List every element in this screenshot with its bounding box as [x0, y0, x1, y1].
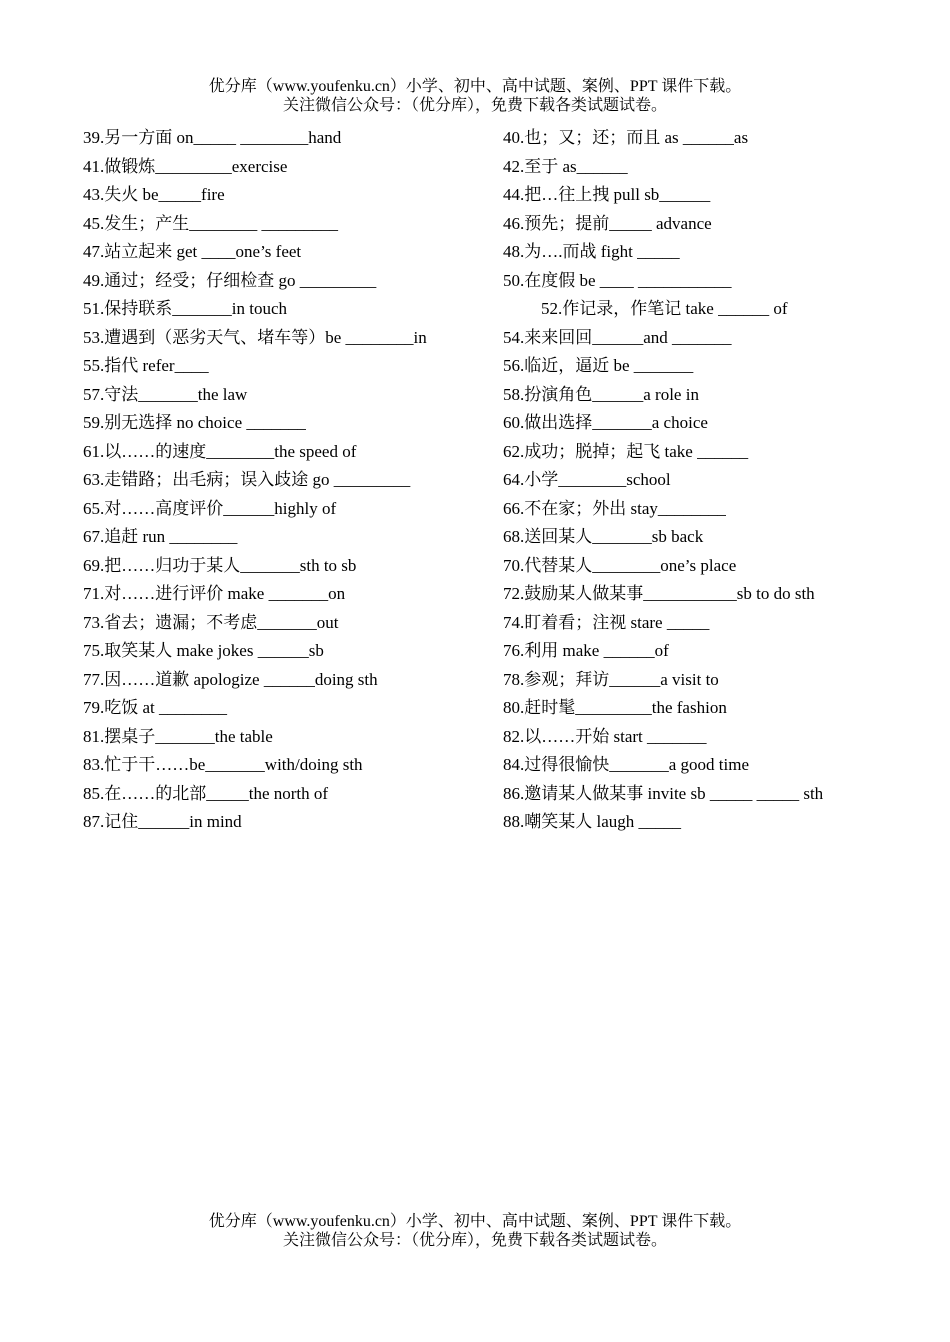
exercise-item: 54.来来回回______and _______	[503, 327, 732, 347]
exercise-item: 76.利用 make ______of	[503, 641, 669, 660]
header-line-1: 优分库（www.youfenku.cn）小学、初中、高中试题、案例、PPT 课件下载。	[208, 78, 742, 95]
footer-line-1: 优分库（www.youfenku.cn）小学、初中、高中试题、案例、PPT 课件下载。	[208, 1213, 742, 1230]
exercise-item: 77.因……道歉 apologize ______doing sth	[83, 669, 378, 689]
exercise-item: 73.省去；遗漏；不考虑_______out	[83, 612, 339, 632]
exercise-item: 39.另一方面 on_____ ________hand	[83, 128, 342, 147]
exercise-item: 59.别无选择 no choice _______	[83, 413, 306, 432]
exercise-item: 47.站立起来 get ____one’s feet	[83, 242, 302, 261]
exercise-item: 81.摆桌子_______the table	[83, 726, 273, 746]
exercise-item: 75.取笑某人 make jokes ______sb	[83, 641, 324, 660]
header-line-2: 关注微信公众号：（优分库），免费下载各类试题试卷。	[282, 97, 667, 114]
exercise-item: 57.守法_______the law	[83, 384, 248, 404]
exercise-item: 63.走错路；出毛病；误入歧途 go _________	[83, 470, 411, 489]
page-header	[0, 77, 950, 115]
exercise-item: 64.小学________school	[503, 470, 671, 489]
exercise-item: 60.做出选择_______a choice	[503, 413, 708, 432]
exercise-item: 67.追赶 run ________	[83, 527, 238, 546]
exercise-item: 62.成功；脱掉；起飞 take ______	[503, 441, 749, 461]
exercise-item: 80.赶时髦_________the fashion	[503, 698, 727, 717]
exercise-list	[83, 124, 883, 837]
exercise-item: 85.在……的北部_____the north of	[83, 783, 329, 803]
exercise-item: 72.鼓励某人做某事___________sb to do sth	[503, 584, 815, 603]
exercise-item: 83.忙于干……be_______with/doing sth	[83, 755, 363, 774]
exercise-item: 53.遭遇到（恶劣天气、堵车等）be ________in	[83, 327, 427, 347]
exercise-item: 40.也；又；还；而且 as ______as	[503, 128, 749, 147]
exercise-item: 42.至于 as______	[503, 156, 628, 176]
exercise-item: 68.送回某人_______sb back	[503, 527, 704, 546]
exercise-item: 46.预先；提前_____ advance	[503, 213, 712, 233]
exercise-item: 45.发生；产生________ _________	[83, 213, 338, 233]
exercise-item: 61.以……的速度________the speed of	[83, 441, 357, 461]
page-footer	[0, 1212, 950, 1250]
exercise-item: 65.对……高度评价______highly of	[83, 498, 337, 518]
exercise-item: 88.嘲笑某人 laugh _____	[503, 812, 682, 831]
exercise-item: 48.为….而战 fight _____	[503, 242, 680, 261]
exercise-item: 55.指代 refer____	[83, 356, 209, 375]
exercise-item: 56.临近，逼近 be _______	[503, 356, 694, 375]
exercise-item: 41.做锻炼_________exercise	[83, 156, 288, 176]
exercise-item: 84.过得很愉快_______a good time	[503, 755, 750, 774]
exercise-item: 52.作记录，作笔记 take ______ of	[541, 299, 788, 318]
exercise-item: 87.记住______in mind	[83, 812, 242, 831]
exercise-item: 58.扮演角色______a role in	[503, 384, 699, 404]
exercise-item: 82.以……开始 start _______	[503, 726, 707, 746]
exercise-item: 70.代替某人________one’s place	[503, 555, 737, 575]
exercise-item: 69.把……归功于某人_______sth to sb	[83, 555, 357, 575]
exercise-item: 79.吃饭 at ________	[83, 698, 228, 717]
exercise-item: 49.通过；经受；仔细检查 go _________	[83, 270, 377, 290]
exercise-item: 71.对……进行评价 make _______on	[83, 584, 346, 603]
exercise-item: 50.在度假 be ____ ___________	[503, 270, 732, 290]
exercise-item: 74.盯着看；注视 stare _____	[503, 612, 710, 632]
exercise-item: 86.邀请某人做某事 invite sb _____ _____ sth	[503, 783, 824, 803]
exercise-item: 43.失火 be_____fire	[83, 185, 225, 204]
exercise-item: 66.不在家；外出 stay________	[503, 498, 726, 518]
footer-line-2: 关注微信公众号：（优分库），免费下载各类试题试卷。	[282, 1232, 667, 1249]
exercise-item: 51.保持联系_______in touch	[83, 299, 287, 318]
exercise-item: 78.参观；拜访______a visit to	[503, 669, 719, 689]
exercise-item: 44.把…往上拽 pull sb______	[503, 185, 711, 204]
